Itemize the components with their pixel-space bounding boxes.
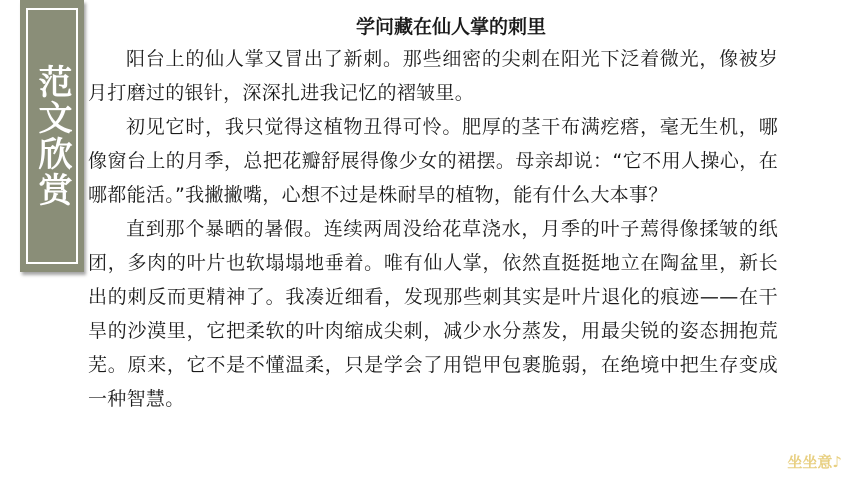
essay-paragraph-3: 直到那个暴晒的暑假。连续两周没给花草浇水，月季的叶子蔫得像揉皱的纸团，多肉的叶片也软塌塌地垂着。唯有仙人掌，依然直挺挺地立在陶盆里，新长出的刺反而更精神了。我凑近细看，发现那些刺其实是叶片退化的痕迹——在干旱的沙漠里，它把柔软的叶肉缩成尖刺，减少水分蒸发，用最尖锐的姿态拥抱荒芜。原来，它不是不懂温柔，只是学会了用铠甲包裹脆弱，在绝境中把生存变成一种智慧。 [88, 218, 778, 410]
essay-paragraph-2: 初见它时，我只觉得这植物丑得可怜。肥厚的茎干布满疙瘩，毫无生机，哪像窗台上的月季，总把花瓣舒展得像少女的裙摆。母亲却说：“它不用人操心，在哪都能活。”我撇撇嘴，心想不过是株耐旱的植物，能有什么大本事？ [88, 116, 778, 206]
essay-paragraph-1: 阳台上的仙人掌又冒出了新刺。那些细密的尖刺在阳光下泛着微光，像被岁月打磨过的银针，深深扎进我记忆的褶皱里。 [88, 48, 778, 104]
section-label-text: 范文欣赏 [32, 64, 72, 208]
essay-article [88, 14, 778, 416]
section-label-box [20, 0, 84, 272]
watermark-logo: 坐坐意♪ [787, 453, 842, 471]
essay-title: 学问藏在仙人掌的刺里 [355, 16, 546, 38]
section-label-frame [26, 8, 78, 264]
